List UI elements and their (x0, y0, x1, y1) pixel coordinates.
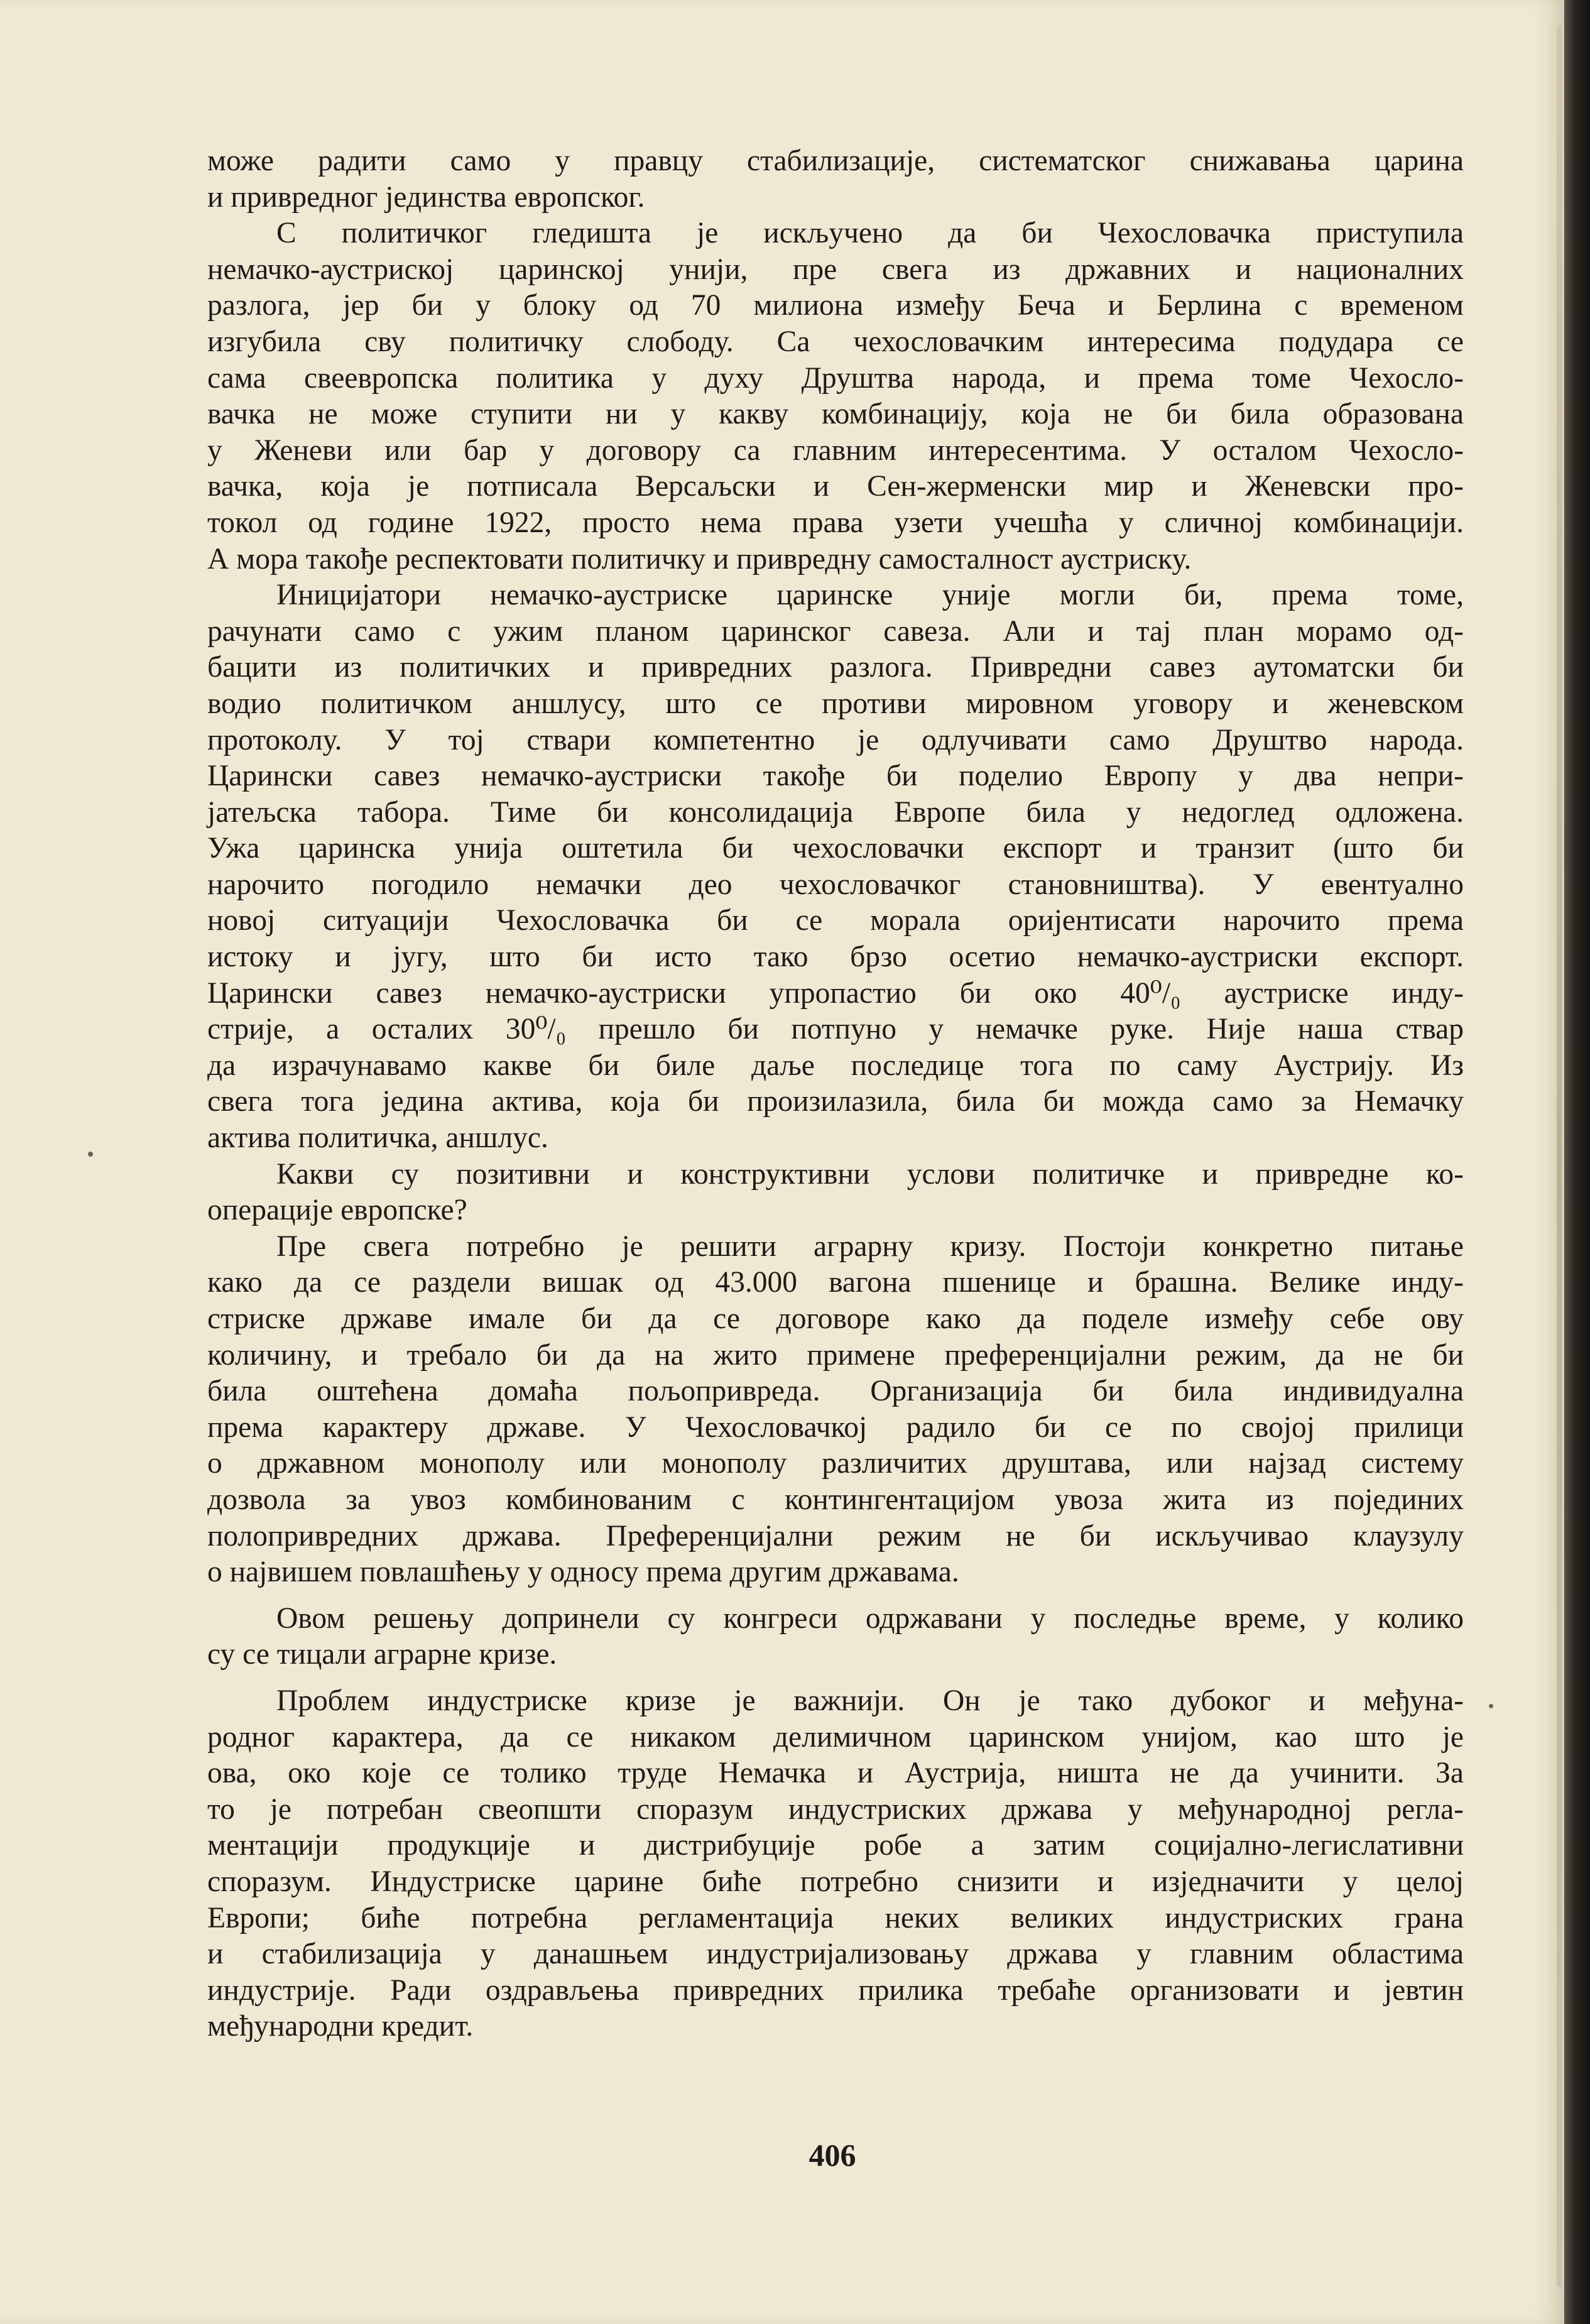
article-text (207, 143, 1464, 2045)
text-line: међународни кредит. (207, 2010, 474, 2043)
paragraph (207, 1157, 1464, 1229)
text-line: Овом решењу допринели су конгреси одржавани у последње време, у колико (276, 1601, 1464, 1635)
text-line: Иницијатори немачко-аустриске царинске уније могли би, према томе, (276, 579, 1464, 612)
text-line: немачко-аустриској царинској унији, пре свега из државних и националних (207, 253, 1464, 286)
paragraph (207, 1229, 1464, 1591)
text-line: изгубила сву политичку слободу. Са чехословачким интересима подудара се (207, 325, 1464, 358)
text-line: А мора такође респектовати политичку и привредну самосталност аустриску. (207, 542, 1192, 576)
text-line: сама свеевропска политика у духу Друштва народа, и према томе Чехосло- (207, 361, 1464, 395)
text-line: протоколу. У тој ствари компетентно је одлучивати само Друштво народа. (207, 723, 1464, 756)
text-line: може радити само у правцу стабилизације, систематског снижавања царина (207, 145, 1464, 177)
text-line: Какви су позитивни и конструктивни услови политичке и привредне ко- (276, 1157, 1464, 1191)
text-line: према карактеру државе. У Чехословачкој радило би се по својој прилици (207, 1410, 1464, 1444)
text-line: вачка, која је потписала Версаљски и Сен-жермeнски мир и Женевски про- (207, 470, 1464, 503)
text-line: и привредног јединства европског. (207, 180, 645, 214)
text-line: водио политичком аншлусу, што се противи мировном уговору и женевском (207, 687, 1464, 720)
text-line: Пре свега потребно је решити аграрну кризу. Постоји конкретно питање (276, 1230, 1464, 1263)
text-line: разлога, јер би у блоку од 70 милиона између Беча и Берлина с временом (207, 289, 1464, 322)
text-line: вачка не може ступити ни у какву комбинацију, која не би била образована (207, 398, 1464, 431)
text-line: ова, око које се толико труде Немачка и Аустрија, ништа не да учинити. За (207, 1757, 1464, 1790)
text-line: Проблем индустриске кризе је важнији. Он је тако дубоког и међуна- (276, 1684, 1464, 1717)
binding-shadow (1557, 25, 1562, 2287)
paragraph (207, 143, 1464, 215)
text-line: бацити из политичких и привредних разлога. Привредни савез аутоматски би (207, 651, 1464, 684)
text-line: у Женеви или бар у договору са главним интересентима. У осталом Чехосло- (207, 434, 1464, 467)
text-line: о државном монополу или монополу различитих друштава, или најзад систему (207, 1447, 1464, 1480)
paragraph (207, 577, 1464, 1157)
text-line: новој ситуацији Чехословачка би се морала оријентисати нарочито према (207, 904, 1464, 937)
dust-speck (1489, 1704, 1493, 1708)
text-line: то је потребан свеопшти споразум индустриских држава у међународној регла- (207, 1792, 1464, 1826)
text-line: дозвола за увоз комбинованим с контингентацијом увоза жита из појединих (207, 1483, 1464, 1516)
paragraph (207, 1601, 1464, 1673)
text-line: Ужа царинска унија оштетила би чехословачки експорт и транзит (што би (207, 832, 1464, 865)
text-line: су се тицали аграрне кризе. (207, 1638, 557, 1671)
text-line: о највишем повлашћењу у односу према другим државама. (207, 1556, 959, 1589)
text-line: била оштећена домаћа пољопривреда. Организација би била индивидуална (207, 1375, 1464, 1408)
text-line: да израчунавамо какве би биле даље последице тога по саму Аустрију. Из (207, 1049, 1464, 1082)
text-line: Царински савез немачко-аустриски упропастио би око 40⁰/₀ аустриске инду- (207, 976, 1464, 1010)
text-line: свега тога јединa актива, која би произилазила, била би можда само за Немачку (207, 1085, 1464, 1118)
text-line: и стабилизација у данашњем индустријализовању држава у главним областима (207, 1938, 1464, 1971)
text-line: како да се раздели вишак од 43.000 вагона пшенице и брашна. Велике инду- (207, 1266, 1464, 1299)
text-line: С политичког гледишта је искључено да би Чехословачка приступила (276, 217, 1464, 250)
text-line: токол од године 1922, просто нема права узети учешћа у сличној комбинацији. (207, 506, 1464, 539)
paragraph (207, 215, 1464, 577)
text-line: Царински савез немачко-аустриски такође би поделио Европу у два непри- (207, 760, 1464, 793)
text-line: стриске државе имале би да се договоре како да поделе између себе ову (207, 1302, 1464, 1335)
text-line: нарочито погодило немачки део чехословачког становништва). У евентуално (207, 868, 1464, 901)
dust-speck (88, 1152, 93, 1157)
text-line: споразум. Индустриске царине биће потребно снизити и изједначити у целој (207, 1865, 1464, 1898)
text-line: истоку и југу, што би исто тако брзо осетио немачко-аустриски експорт. (207, 941, 1464, 974)
text-line: Европи; биће потребна регламентација неких великих индустриских грана (207, 1901, 1464, 1934)
text-line: полопривредних држава. Преференцијални режим не би искључивао клаузулу (207, 1519, 1464, 1552)
text-line: стрије, а осталих 30⁰/₀ прешло би потпуно у немачке руке. Није наша ствар (207, 1013, 1464, 1046)
text-line: актива политичка, аншлус. (207, 1121, 548, 1155)
text-line: индустрије. Ради оздрављења привредних прилика требаће организовати и јевтин (207, 1973, 1464, 2007)
text-line: рачунати само с ужим планом царинског савеза. Али и тај план морамо од- (207, 614, 1464, 648)
page-number: 406 (809, 2137, 856, 2173)
text-line: јатељска табора. Тиме би консолидација Европе била у недоглед одложена. (207, 795, 1464, 829)
paragraph (207, 1683, 1464, 2045)
text-line: операције европске? (207, 1194, 467, 1227)
text-line: количину, и требало би да на жито примене преференцијални режим, да не би (207, 1338, 1464, 1372)
text-line: родног карактера, да се никаком делимичном царинском унијом, као што је (207, 1720, 1464, 1754)
text-line: ментацији продукције и дистрибуције робе а затим социјално-легислативни (207, 1829, 1464, 1862)
page-edge-shadow (1564, 0, 1590, 2324)
